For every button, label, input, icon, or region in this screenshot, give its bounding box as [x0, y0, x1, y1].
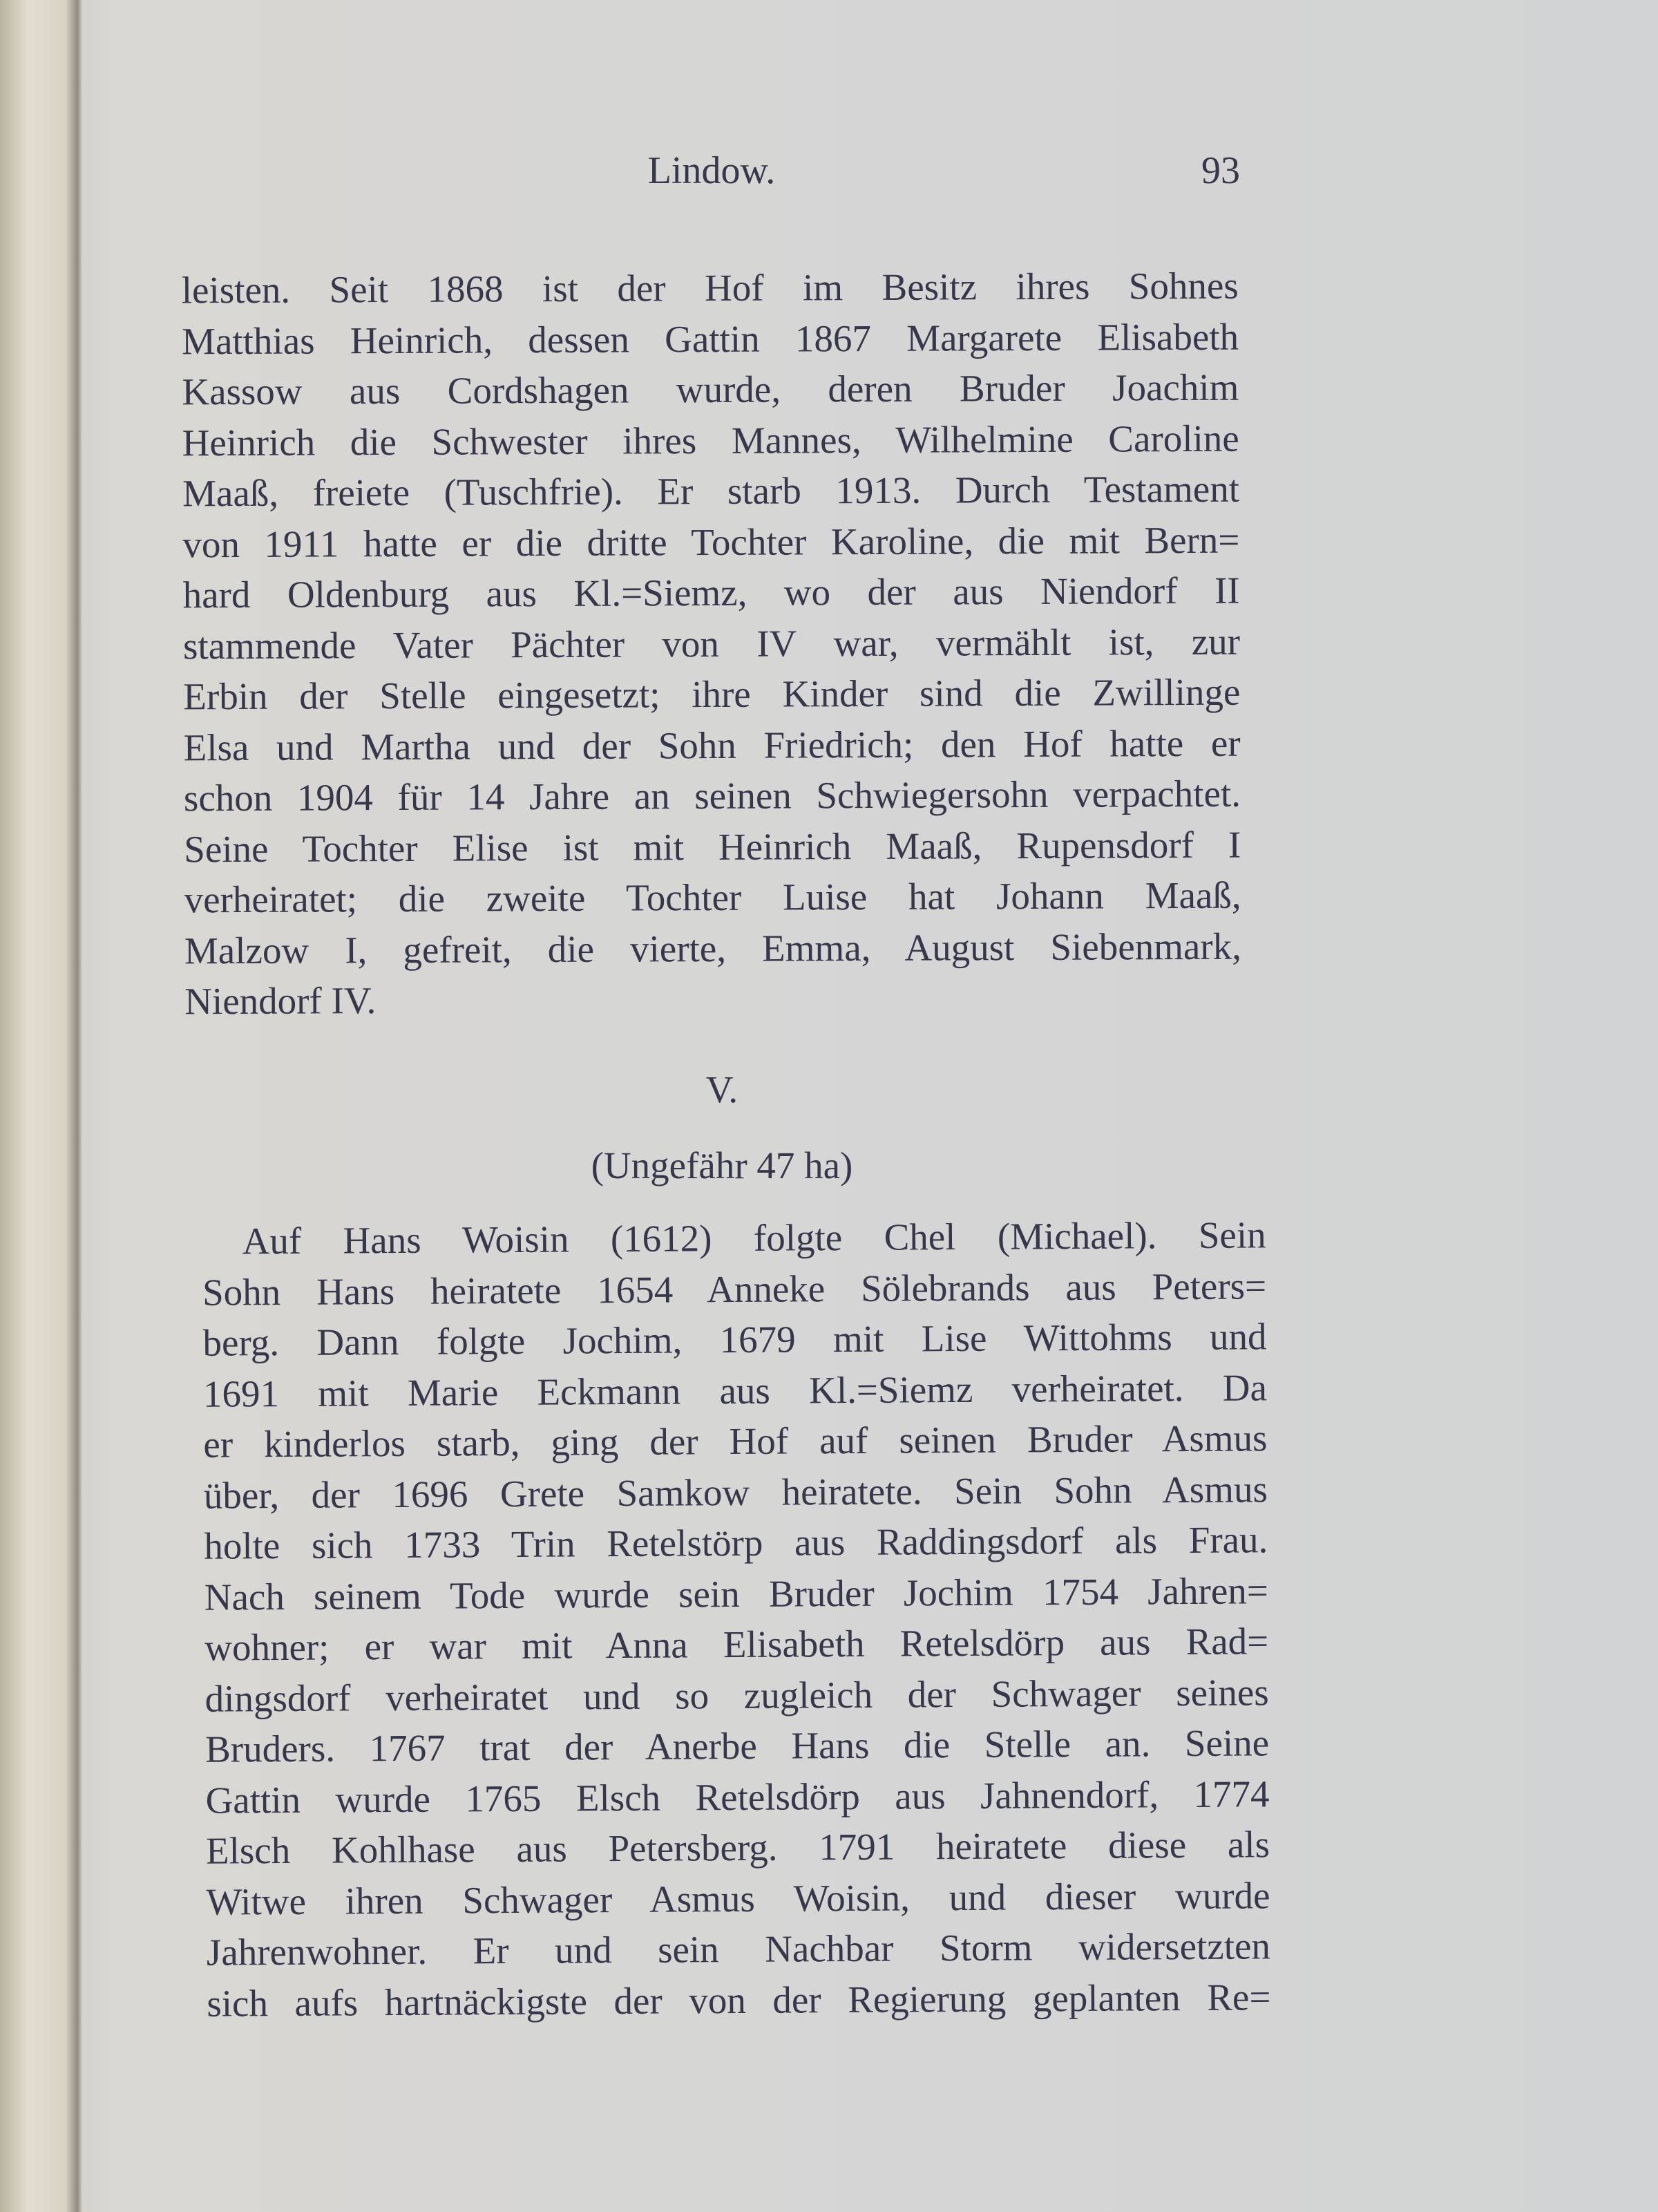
paragraph-2: [202, 1209, 1270, 2028]
text-line: wohner; er war mit Anna Elisabeth Retelsdörp aus Rad=: [204, 1620, 1269, 1669]
text-line: von 1911 hatte er die dritte Tochter Karoline, die mit Bern=: [182, 518, 1240, 565]
text-line: holte sich 1733 Trin Retelstörp aus Raddingsdorf als Frau.: [204, 1518, 1268, 1567]
section-numeral: V.: [705, 1068, 739, 1110]
text-line: sich aufs hartnäckigste der von der Regierung geplanten Re=: [207, 1975, 1271, 2025]
text-line: Maaß, freiete (Tuschfrie). Er starb 1913. Durch Testament: [182, 467, 1240, 515]
text-line: leisten. Seit 1868 ist der Hof im Besitz ihres Sohnes: [181, 264, 1239, 312]
text-line: Witwe ihren Schwager Asmus Woisin, und dieser wurde: [206, 1873, 1270, 1923]
text-line: Kassow aus Cordshagen wurde, deren Bruder Joachim: [182, 366, 1239, 413]
text-line: Elsa und Martha und der Sohn Friedrich; den Hof hatte er: [183, 721, 1241, 768]
text-line: Niendorf IV.: [184, 979, 377, 1023]
page-header: [183, 149, 1240, 204]
running-title: Lindow.: [647, 149, 776, 192]
text-line: hard Oldenburg aus Kl.=Siemz, wo der aus Niendorf II: [182, 569, 1240, 616]
text-line: Heinrich die Schwester ihres Mannes, Wilhelmine Caroline: [182, 417, 1239, 464]
text-line: schon 1904 für 14 Jahre an seinen Schwiegersohn verpachtet.: [183, 772, 1241, 820]
text-line: Gattin wurde 1765 Elsch Retelsdörp aus Jahnendorf, 1774: [205, 1772, 1270, 1822]
text-line: Auf Hans Woisin (1612) folgte Chel (Michael). Sein: [242, 1213, 1266, 1263]
text-line: verheiratet; die zweite Tochter Luise hat Johann Maaß,: [184, 873, 1241, 921]
text-line: berg. Dann folgte Jochim, 1679 mit Lise Wittohms und: [202, 1315, 1267, 1364]
text-line: über, der 1696 Grete Samkow heiratete. Sein Sohn Asmus: [203, 1467, 1268, 1517]
paragraph-1: [182, 261, 1242, 1027]
text-line: Erbin der Stelle eingesetzt; ihre Kinder sind die Zwillinge: [183, 670, 1241, 718]
page-number: 93: [1201, 149, 1240, 192]
text-line: 1691 mit Marie Eckmann aus Kl.=Siemz verheiratet. Da: [202, 1365, 1268, 1415]
text-line: Jahrenwohner. Er und sein Nachbar Storm widersetzten: [206, 1925, 1271, 1974]
section-subtitle: (Ungefähr 47 ha): [591, 1144, 853, 1187]
text-line: stammende Vater Pächter von IV war, vermählt ist, zur: [182, 620, 1241, 667]
text-line: Nach seinem Tode wurde sein Bruder Jochim 1754 Jahren=: [204, 1569, 1268, 1618]
text-line: dingsdorf verheiratet und so zugleich der Schwager seines: [204, 1670, 1269, 1720]
text-line: er kinderlos starb, ging der Hof auf seinen Bruder Asmus: [203, 1417, 1268, 1466]
text-line: Elsch Kohlhase aus Petersberg. 1791 heiratete diese als: [205, 1823, 1270, 1872]
text-line: Bruders. 1767 trat der Anerbe Hans die Stelle an. Seine: [204, 1721, 1270, 1770]
text-line: Seine Tochter Elise ist mit Heinrich Maaß, Rupensdorf I: [184, 823, 1241, 870]
text-line: Sohn Hans heiratete 1654 Anneke Sölebrands aus Peters=: [202, 1264, 1267, 1314]
adjacent-page-edge: [0, 0, 82, 2212]
text-line: Malzow I, gefreit, die vierte, Emma, August Siebenmark,: [184, 925, 1242, 972]
text-line: Matthias Heinrich, dessen Gattin 1867 Margarete Elisabeth: [181, 315, 1239, 362]
